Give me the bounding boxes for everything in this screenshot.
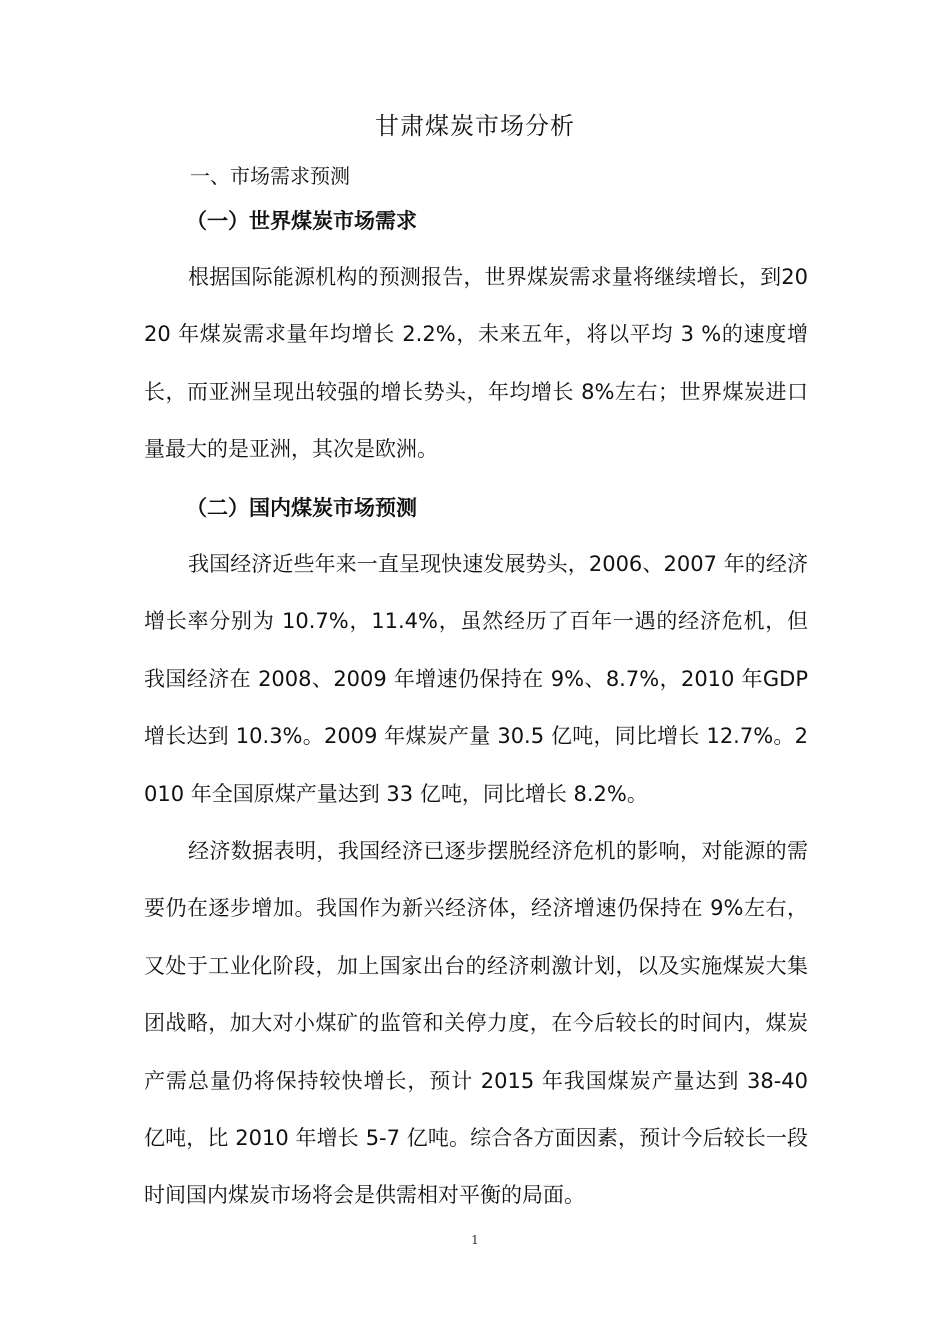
paragraph-world-coal-demand: 根据国际能源机构的预测报告，世界煤炭需求量将继续增长，到2020 年煤炭需求量年均增长 2.2%，未来五年，将以平均 3 %的速度增长，而亚洲呈现出较强的增长势头，年均增长 8%左右；世界煤炭进口量最大的是亚洲，其次是欧洲。 [144,265,808,462]
page-number: 1 [471,1233,479,1247]
document-title: 甘肃煤炭市场分析 [375,112,575,140]
paragraph-domestic-economy: 我国经济近些年来一直呈现快速发展势头，2006、2007 年的经济增长率分别为 10.7%，11.4%，虽然经历了百年一遇的经济危机，但我国经济在 2008、2009 年增速仍保持在 9%、8.7%，2010 年GDP 增长达到 10.3%。2009 年煤炭产量 30.5 亿吨，同比增长 12.7%。2010 年全国原煤产量达到 33 亿吨，同比增长 8.2%。 [144,552,808,806]
section-heading-market-demand-forecast: 一、市场需求预测 [190,164,350,188]
subsection-heading-domestic-coal-forecast: （二）国内煤炭市场预测 [186,496,417,520]
paragraph-economic-data-outlook: 经济数据表明，我国经济已逐步摆脱经济危机的影响，对能源的需要仍在逐步增加。我国作为新兴经济体，经济增速仍保持在 9%左右，又处于工业化阶段，加上国家出台的经济刺激计划，以及实施煤炭大集团战略，加大对小煤矿的监管和关停力度，在今后较长的时间内，煤炭产需总量仍将保持较快增长，预计 2015 年我国煤炭产量达到 38-40 亿吨，比 2010 年增长 5-7 亿吨。综合各方面因素，预计今后较长一段时间国内煤炭市场将会是供需相对平衡的局面。 [144,839,808,1208]
subsection-heading-world-coal-demand: （一）世界煤炭市场需求 [186,209,417,233]
